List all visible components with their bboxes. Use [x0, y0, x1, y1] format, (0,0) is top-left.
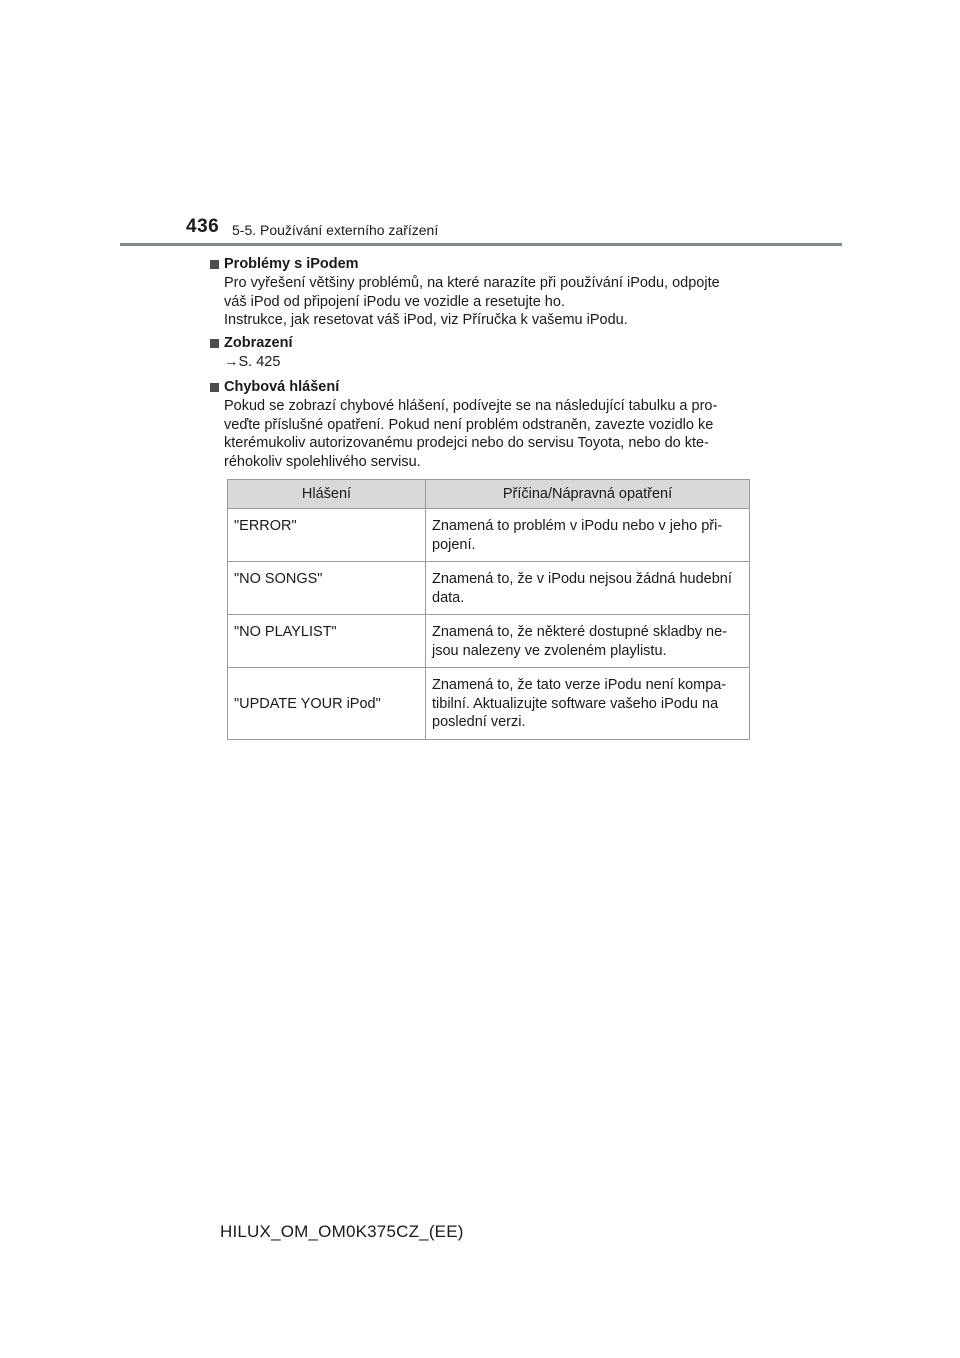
section-title: Zobrazení — [224, 335, 293, 351]
message-cell: "NO SONGS" — [228, 562, 426, 615]
section-body — [224, 274, 750, 330]
body-line: veďte příslušné opatření. Pokud není problém odstraněn, zavezte vozidlo ke — [224, 416, 714, 433]
page-number: 436 — [186, 216, 220, 237]
chapter-title: 5-5. Používání externího zařízení — [232, 222, 439, 238]
cause-cell: Znamená to, že některé dostupné skladby ne- jsou nalezeny ve zvoleném playlistu. — [426, 615, 750, 668]
bullet-square-icon — [210, 260, 219, 269]
section-error-messages — [210, 377, 750, 471]
table-row — [228, 509, 750, 562]
message-cell: "UPDATE YOUR iPod" — [228, 668, 426, 740]
error-message-table — [227, 479, 750, 740]
message-cell: "ERROR" — [228, 509, 426, 562]
body-line: Pro vyřešení většiny problémů, na které narazíte při používání iPodu, odpojte — [224, 275, 720, 291]
section-title: Chybová hlášení — [224, 379, 340, 395]
section-display — [210, 333, 750, 372]
section-ipod-problems — [210, 254, 750, 330]
section-body — [224, 397, 750, 471]
table-row — [228, 562, 750, 615]
cause-cell: Znamená to, že v iPodu nejsou žádná hudební data. — [426, 562, 750, 615]
body-line: Instrukce, jak resetovat váš iPod, viz Příručka k vašemu iPodu. — [224, 312, 628, 328]
bullet-square-icon — [210, 383, 219, 392]
message-cell: "NO PLAYLIST" — [228, 615, 426, 668]
cause-cell: Znamená to problém v iPodu nebo v jeho při- pojení. — [426, 509, 750, 562]
header-message: Hlášení — [228, 480, 426, 509]
section-title: Problémy s iPodem — [224, 256, 359, 272]
document-code: HILUX_OM_OM0K375CZ_(EE) — [220, 1222, 464, 1241]
page-reference-link[interactable]: →S. 425 — [224, 354, 281, 370]
table-row — [228, 615, 750, 668]
cause-cell: Znamená to, že tato verze iPodu není kompa- tibilní. Aktualizujte software vašeho iPodu na poslední verzi. — [426, 668, 750, 740]
table-header-row — [228, 480, 750, 509]
header-cause: Příčina/Nápravná opatření — [426, 480, 750, 509]
body-line: kterémukoliv autorizovanému prodejci nebo do servisu Toyota, nebo do kte- — [224, 435, 709, 451]
table-row — [228, 668, 750, 740]
body-line: váš iPod od připojení iPodu ve vozidle a resetujte ho. — [224, 293, 565, 310]
body-line: réhokoliv spolehlivého servisu. — [224, 453, 421, 470]
bullet-square-icon — [210, 339, 219, 348]
body-line: Pokud se zobrazí chybové hlášení, podívejte se na následující tabulku a pro- — [224, 398, 718, 414]
header-rule — [120, 243, 842, 246]
